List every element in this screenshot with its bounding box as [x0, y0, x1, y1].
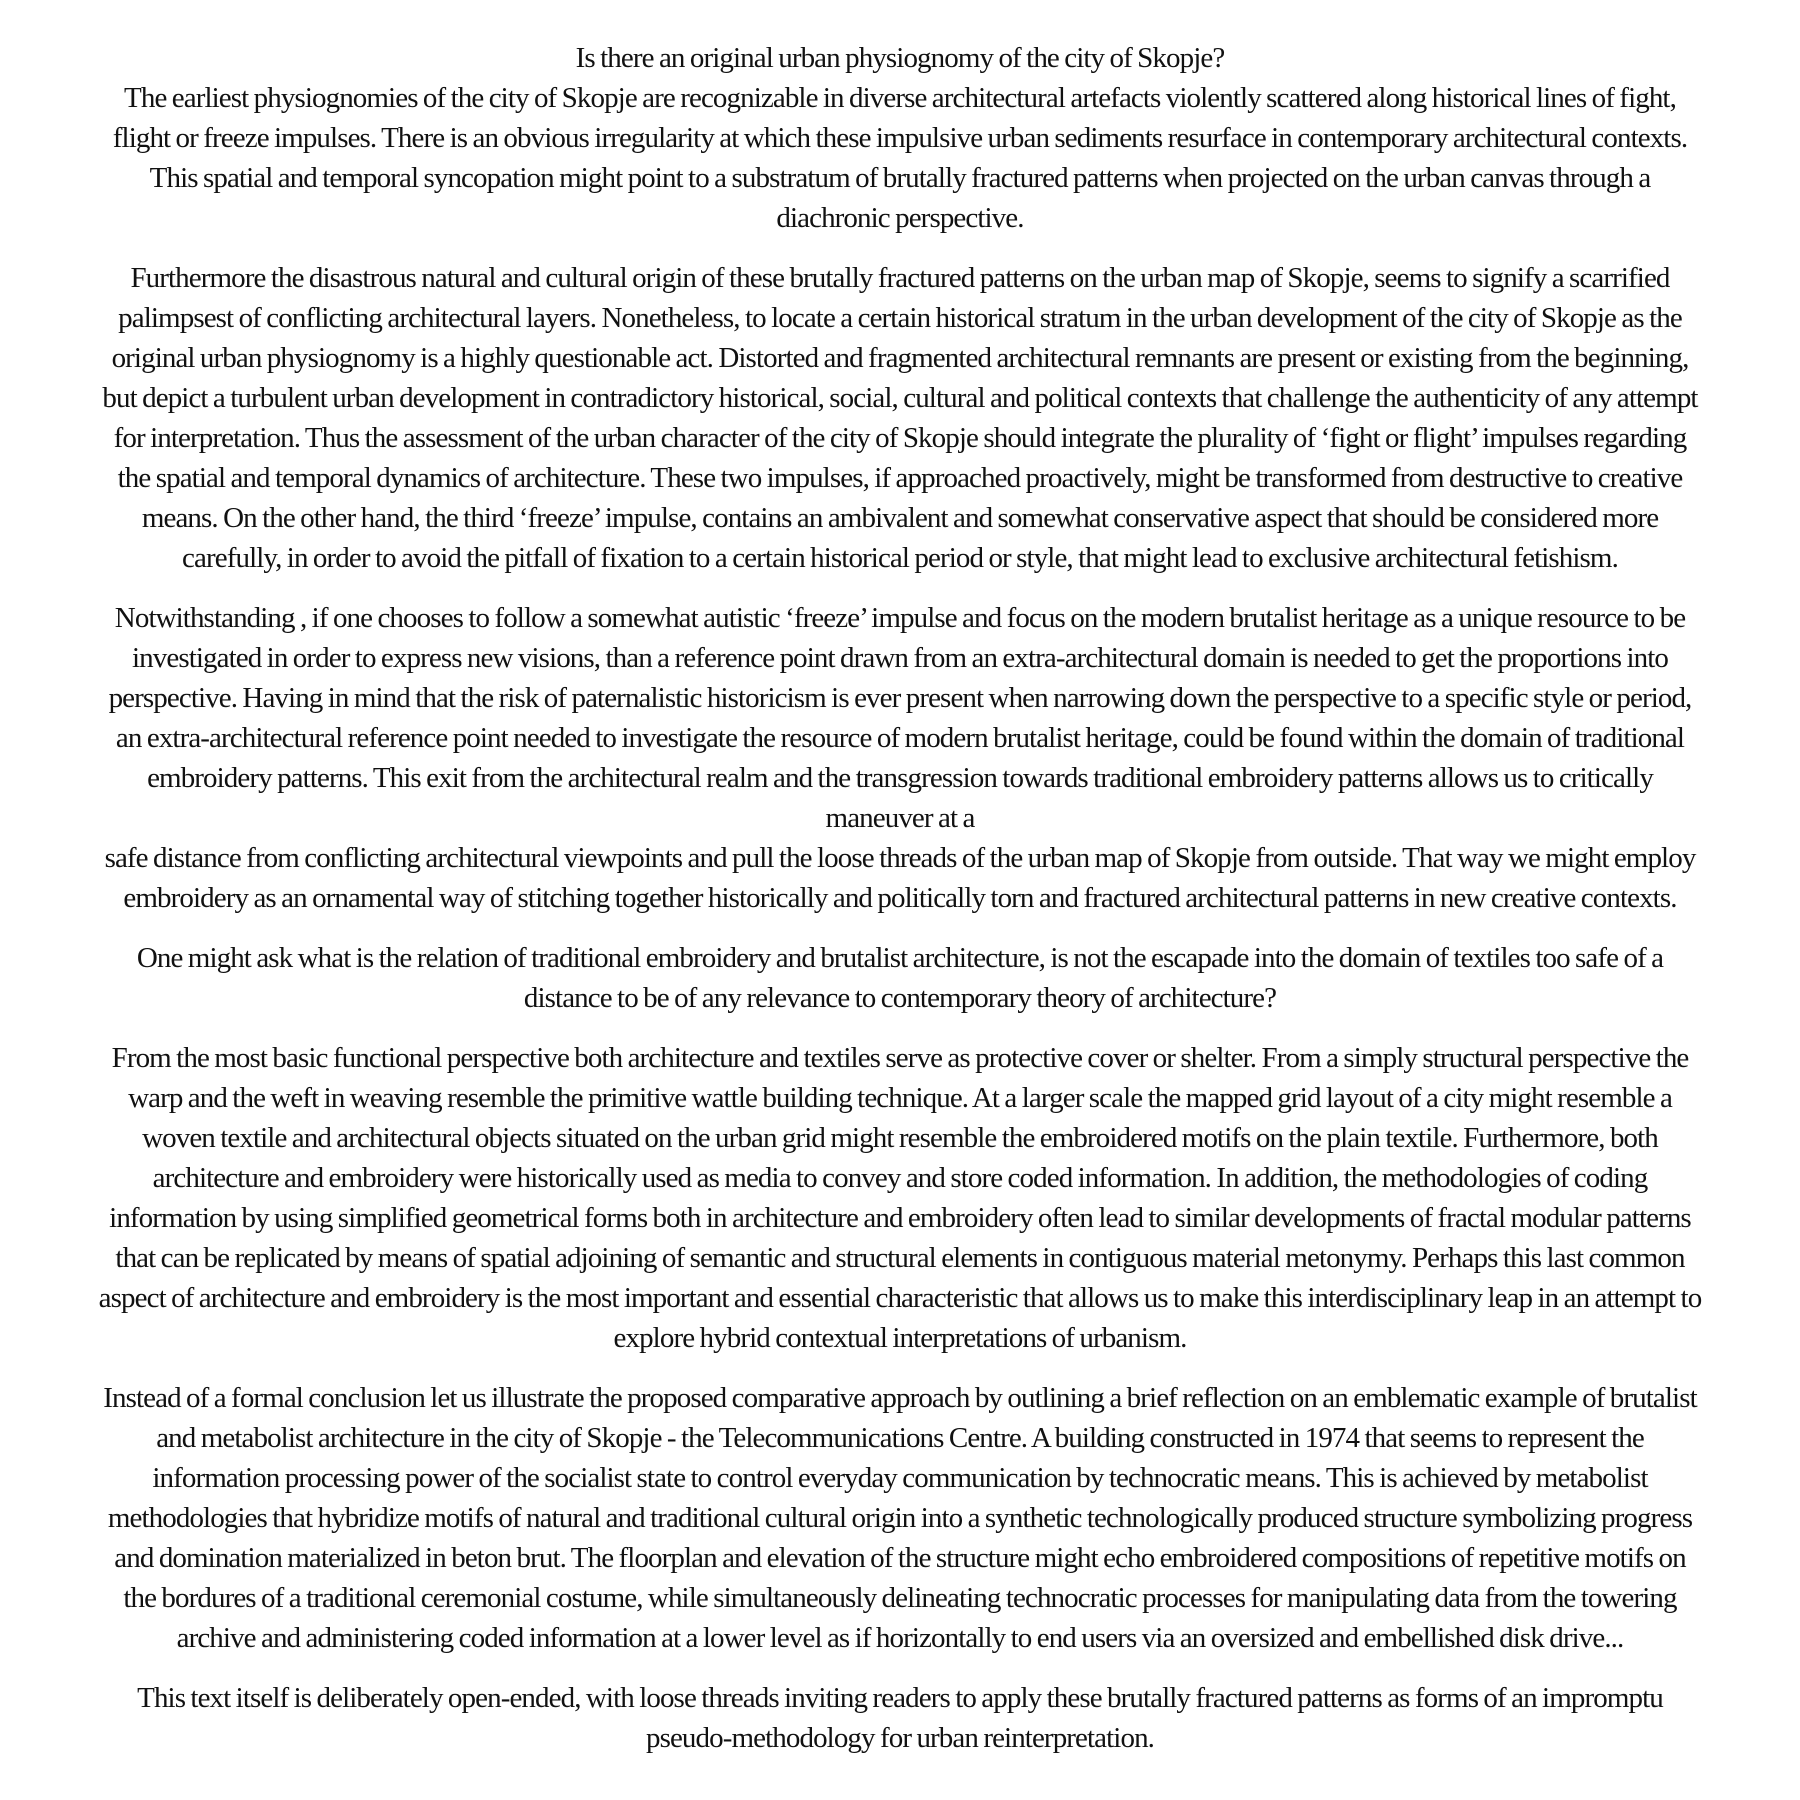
text-line: perspective. Having in mind that the risk of paternalistic historicism is ever present when narrowing down the perspective to a specific style or period, [108, 682, 1692, 714]
text-line: safe distance from conflicting architectural viewpoints and pull the loose threads of the urban map of Skopje from outside. That way we might employ [104, 842, 1696, 874]
paragraph-1 [28, 38, 1772, 238]
text-line: maneuver at a [825, 802, 975, 834]
text-line: This spatial and temporal syncopation might point to a substratum of brutally fractured patterns when projected on the urban canvas through a [149, 162, 1651, 194]
text-line: for interpretation. Thus the assessment of the urban character of the city of Skopje should integrate the plurality of ‘fight or flight’ impulses regarding [113, 422, 1687, 454]
text-line: but depict a turbulent urban development in contradictory historical, social, cultural and political contexts that challenge the authenticity of any attempt [102, 382, 1698, 414]
text-line: information processing power of the socialist state to control everyday communication by technocratic means. This is achieved by metabolist [152, 1462, 1648, 1494]
text-line: and metabolist architecture in the city of Skopje - the Telecommunications Centre. A building constructed in 1974 that seems to represent the [156, 1422, 1644, 1454]
text-line: aspect of architecture and embroidery is the most important and essential characteristic that allows us to make this interdisciplinary leap in an attempt to [98, 1282, 1702, 1314]
text-line: flight or freeze impulses. There is an obvious irregularity at which these impulsive urban sediments resurface in contemporary architectural contexts. [112, 122, 1688, 154]
text-line: Instead of a formal conclusion let us illustrate the proposed comparative approach by outlining a brief reflection on an emblematic example of brutalist [103, 1382, 1697, 1414]
text-line: means. On the other hand, the third ‘freeze’ impulse, contains an ambivalent and somewhat conservative aspect that should be considered more [141, 502, 1659, 534]
text-line: methodologies that hybridize motifs of natural and traditional cultural origin into a synthetic technologically produced structure symbolizing progress [107, 1502, 1693, 1534]
text-line: The earliest physiognomies of the city of Skopje are recognizable in diverse architectural artefacts violently scattered along historical lines of fight, [124, 82, 1676, 114]
text-line: diachronic perspective. [776, 202, 1024, 234]
text-line: that can be replicated by means of spatial adjoining of semantic and structural elements in contiguous material metonymy. Perhaps this last common [115, 1242, 1685, 1274]
text-line: explore hybrid contextual interpretations of urbanism. [613, 1322, 1187, 1354]
paragraph-6 [28, 1378, 1772, 1658]
paragraph-5 [28, 1038, 1772, 1358]
text-line: investigated in order to express new visions, than a reference point drawn from an extra-architectural domain is needed to get the proportions into [131, 642, 1668, 674]
text-line: embroidery as an ornamental way of stitching together historically and politically torn and fractured architectural patterns in new creative contexts. [123, 882, 1677, 914]
text-line: architecture and embroidery were historically used as media to convey and store coded information. In addition, the methodologies of coding [152, 1162, 1648, 1194]
paragraph-3 [28, 598, 1772, 918]
text-line: Furthermore the disastrous natural and cultural origin of these brutally fractured patterns on the urban map of Skopje, seems to signify a scarrified [130, 262, 1670, 294]
text-line: One might ask what is the relation of traditional embroidery and brutalist architecture, is not the escapade into the domain of textiles too safe of a [136, 942, 1664, 974]
text-line: the spatial and temporal dynamics of architecture. These two impulses, if approached proactively, might be transformed from destructive to creative [117, 462, 1683, 494]
text-line: an extra-architectural reference point needed to investigate the resource of modern brutalist heritage, could be found within the domain of traditional [115, 722, 1685, 754]
text-line: Notwithstanding , if one chooses to follow a somewhat autistic ‘freeze’ impulse and focus on the modern brutalist heritage as a unique resource to be [114, 602, 1686, 634]
text-line: warp and the weft in weaving resemble the primitive wattle building technique. At a larger scale the mapped grid layout of a city might resemble a [128, 1082, 1672, 1114]
text-line: From the most basic functional perspective both architecture and textiles serve as protective cover or shelter. From a simply structural perspective the [111, 1042, 1689, 1074]
text-line: palimpsest of conflicting architectural layers. Nonetheless, to locate a certain historical stratum in the urban development of the city of Skopje as the [118, 302, 1682, 334]
text-line: woven textile and architectural objects situated on the urban grid might resemble the embroidered motifs on the plain textile. Furthermore, both [142, 1122, 1658, 1154]
text-line: and domination materialized in beton brut. The floorplan and elevation of the structure might echo embroidered compositions of repetitive motifs on [114, 1542, 1686, 1574]
text-line: information by using simplified geometrical forms both in architecture and embroidery often lead to similar developments of fractal modular patterns [109, 1202, 1691, 1234]
text-line: distance to be of any relevance to contemporary theory of architecture? [523, 982, 1277, 1014]
text-line: carefully, in order to avoid the pitfall of fixation to a certain historical period or style, that might lead to exclusive architectural fetishism. [182, 542, 1618, 574]
text-line: This text itself is deliberately open-ended, with loose threads inviting readers to apply these brutally fractured patterns as forms of an impromptu [137, 1682, 1663, 1714]
paragraph-2 [28, 258, 1772, 578]
paragraph-7 [28, 1678, 1772, 1758]
text-line: pseudo-methodology for urban reinterpretation. [645, 1722, 1155, 1754]
paragraph-4 [28, 938, 1772, 1018]
text-line: archive and administering coded information at a lower level as if horizontally to end users via an oversized and embellished disk drive... [176, 1622, 1624, 1654]
text-line: the bordures of a traditional ceremonial costume, while simultaneously delineating technocratic processes for manipulating data from the towering [123, 1582, 1677, 1614]
paragraph-title-line: Is there an original urban physiognomy of the city of Skopje? [575, 42, 1225, 74]
text-line: original urban physiognomy is a highly questionable act. Distorted and fragmented architectural remnants are present or existing from the beginning, [111, 342, 1689, 374]
text-line: embroidery patterns. This exit from the architectural realm and the transgression towards traditional embroidery patterns allows us to critically [147, 762, 1653, 794]
